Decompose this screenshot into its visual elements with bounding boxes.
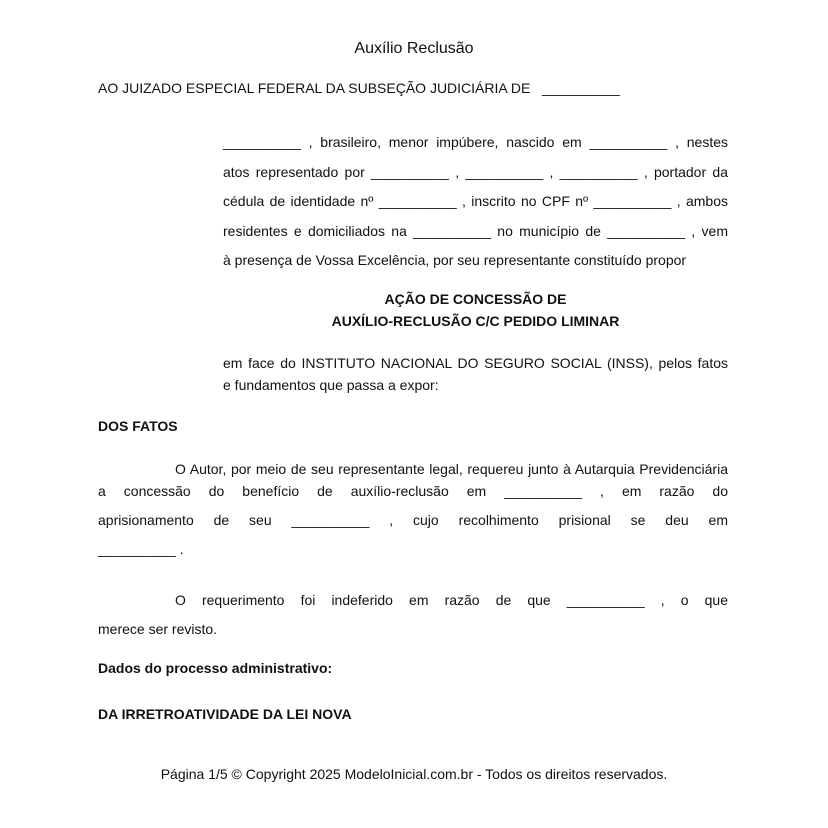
qualification-line: atos representado por __________ , __________ , __________ , portador da xyxy=(223,163,728,180)
addressee-line: AO JUIZADO ESPECIAL FEDERAL DA SUBSEÇÃO JUDICIÁRIA DE __________ xyxy=(98,80,620,96)
qualification-line: cédula de identidade nº __________ , inscrito no CPF nº __________ , ambos xyxy=(223,193,728,209)
qualification-paragraph xyxy=(223,128,728,276)
section-heading-irretroactivity: DA IRRETROATIVIDADE DA LEI NOVA xyxy=(98,706,352,722)
section-heading-admin-data: Dados do processo administrativo: xyxy=(98,660,333,676)
defendant-line: e fundamentos que passa a expor: xyxy=(223,377,439,393)
page-footer: Página 1/5 © Copyright 2025 ModeloInicial.com.br - Todos os direitos reservados. xyxy=(160,766,668,782)
document-title: Auxílio Reclusão xyxy=(354,40,474,57)
facts-line: O Autor, por meio de seu representante legal, requereu junto à Autarquia Previdenciária xyxy=(175,461,728,477)
facts-paragraph-1 xyxy=(98,458,728,560)
facts-line: a concessão do benefício de auxílio-reclusão em __________ , em razão do xyxy=(98,483,728,499)
facts-paragraph-2 xyxy=(98,589,728,640)
action-title-line: AÇÃO DE CONCESSÃO DE xyxy=(384,291,567,307)
qualification-line: residentes e domiciliados na __________ no município de __________ , vem xyxy=(223,222,728,239)
defendant-line: em face do INSTITUTO NACIONAL DO SEGURO SOCIAL (INSS), pelos fatos xyxy=(223,355,728,371)
facts-line: aprisionamento de seu __________ , cujo recolhimento prisional se deu em xyxy=(98,512,728,528)
facts-line: merece ser revisto. xyxy=(98,621,218,637)
qualification-line: __________ , brasileiro, menor impúbere, nascido em __________ , nestes xyxy=(223,134,728,150)
defendant-paragraph xyxy=(223,352,728,396)
action-title-line: AUXÍLIO-RECLUSÃO C/C PEDIDO LIMINAR xyxy=(331,313,620,329)
facts-line: __________ . xyxy=(98,541,184,557)
section-heading-facts: DOS FATOS xyxy=(98,418,178,434)
facts-line: O requerimento foi indeferido em razão de que __________ , o que xyxy=(175,592,728,608)
action-title xyxy=(223,288,728,332)
qualification-line: à presença de Vossa Excelência, por seu representante constituído propor xyxy=(223,252,687,268)
